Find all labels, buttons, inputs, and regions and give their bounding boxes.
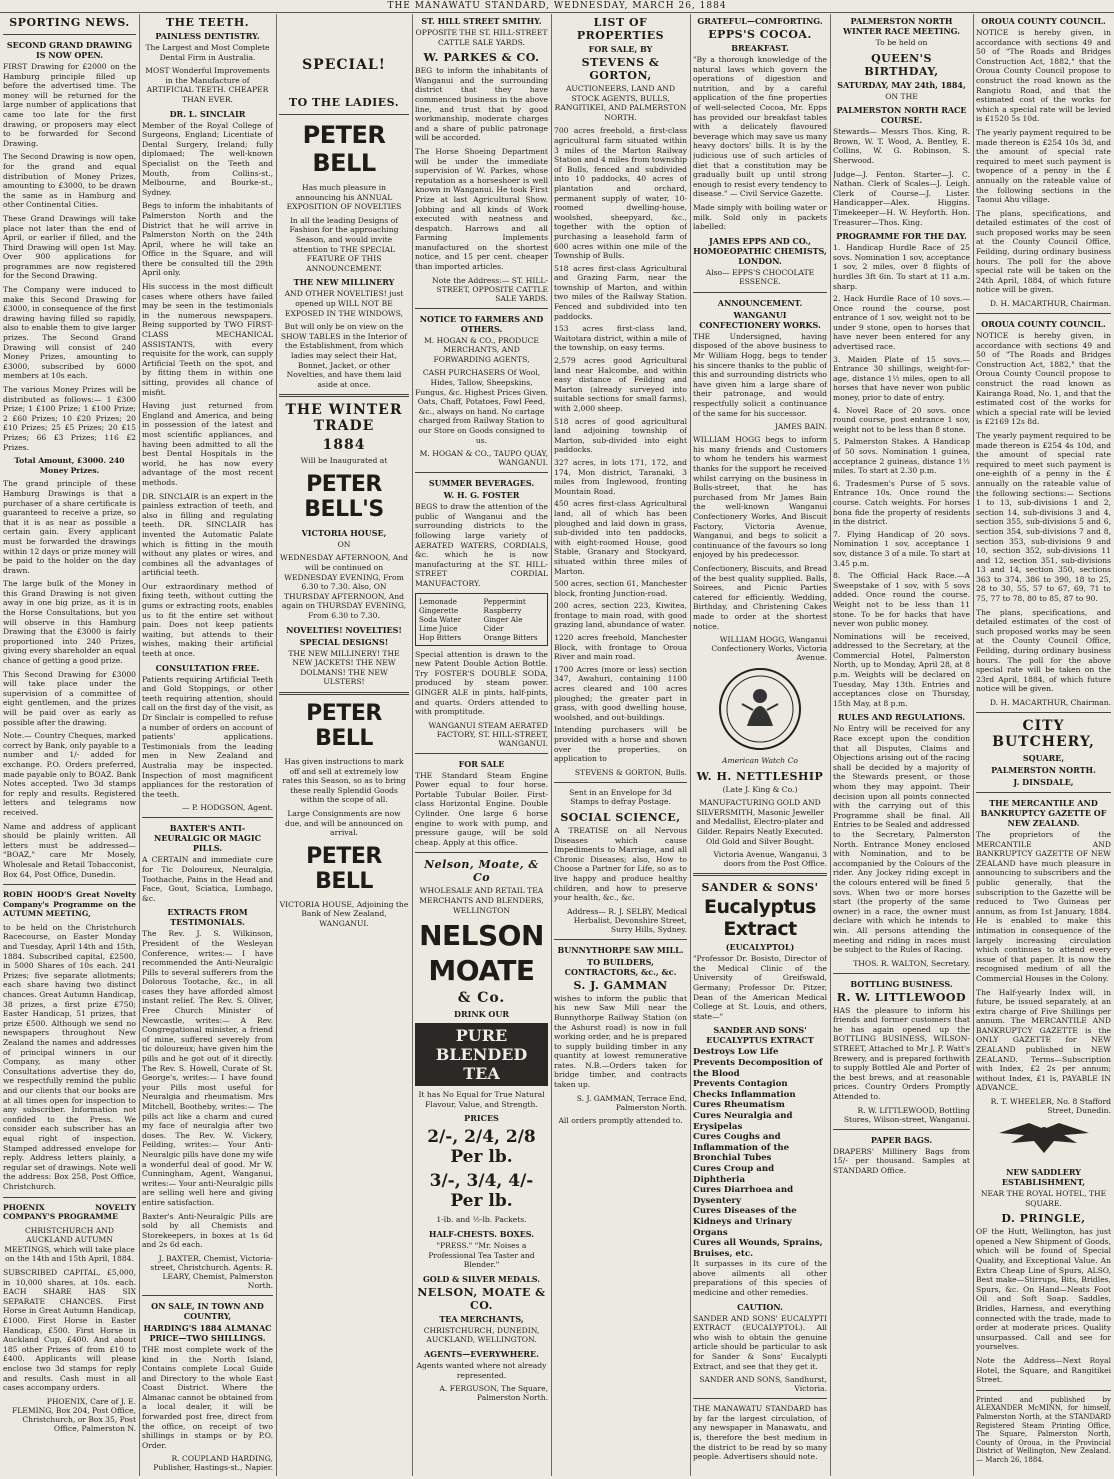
list-item: Cures Neuralgia and Erysipelas xyxy=(693,1110,793,1132)
ad-title: SECOND GRAND DRAWING IS NOW OPEN. xyxy=(6,40,133,60)
column-smithy-tea xyxy=(415,14,548,1476)
column-council xyxy=(976,14,1111,1476)
ad-text: This Second Drawing for £3000 will take place under the supervision of a committee of eight gentlemen, and the prizes will be paid over as early as possible after the drawing. xyxy=(3,669,136,727)
ad-subtitle: SANDER AND SONS' EUCALYPTUS EXTRACT xyxy=(706,1025,814,1046)
tea-prices: 2/-, 2/4, 2/8 Per lb. xyxy=(427,1127,536,1168)
ad-name: W. H. G. FOSTER xyxy=(443,490,520,501)
list-item: Cures Coughs and Inflammation of the Bronchial Tubes xyxy=(693,1132,790,1164)
ad-name: PETER BELL'S xyxy=(304,471,384,522)
ad-text: Large Consignments are now due, and will be announced on arrival. xyxy=(285,808,403,838)
ad-signature: JAMES BAIN. xyxy=(774,422,827,432)
list-item: Cures all Wounds, Sprains, Bruises, etc. xyxy=(693,1238,823,1259)
ad-text: The large bulk of the Money in this Grand Drawing is not given away in one big prize, as it is in the Horse Consultations, but you will observe in this Hamburg Drawing that the £3000 is fairly proportioned into 240 Prizes, giving every shareholder an equal chance of getting a good prize. xyxy=(3,579,136,666)
ad-subtitle: GOLD & SILVER MEDALS. xyxy=(422,1273,541,1284)
list-item: Checks Inflammation xyxy=(693,1089,796,1100)
ad-name: PETER BELL xyxy=(306,701,382,751)
ad-text: NOTICE is hereby given, in accordance with sections 49 and 50 of "The Roads and Bridges Construction Act, 1882," that the Oroua County Council propose to construct the road known as the Rangiotu Road, and that the estimated cost of the works for which a special rate will be levied is £1520 5s 10d. xyxy=(976,28,1111,124)
ad-text: The yearly payment required to be made thereon is £254 4s 10d, and the amount of special rate required to meet such payment is one-eighth of a penny in the £ annually on the rateable value of the following sections:— Sections 1 to 13, sub-divisions 1 and 2, section 14, sub-divisions 3 and 4, section 355, sub-divisions 5 and 6, section 354, sub-divisions 7 and 8, section 353, sub-divisions 9 and 10, section 352, sub-divisions 11 and 12, section 351, sub-divisions 13 and 14, section 350, sections 363 to 374, 386 to 390, 18 to 25, 28 to 30, 55, 57 to 67, 69, 71 to 75, 77 to 78, 80 to 85, 87 to 90. xyxy=(976,430,1111,604)
ad-title: BOTTLING BUSINESS. xyxy=(850,978,953,989)
ad-text: THE MANAWATU STANDARD has by far the largest circulation, of any newspaper in Manawatu, and is, therefore the best medium in the district to be read by so many people. Advertisers should note. xyxy=(693,1404,827,1462)
ad-text: Special attention is drawn to the new Patent Double Action Bottle. Try FOSTER'S DOUBLE SODA, produced by steam power. GINGER ALE in pints, half-pints, and quarts. Orders attended to with promptitude. xyxy=(415,649,548,717)
column-sporting-news xyxy=(3,14,136,1476)
benefits-list xyxy=(693,1047,827,1259)
ad-text: The Largest and Most Complete Dental Firm in Australia. xyxy=(145,43,270,62)
ad-text: THE Undersigned, having disposed of the above business to Mr William Hogg, begs to tender his sincere thanks to the public of this and surrounding districts who have given him a large share of their patronage, and would respectfully solicit a continuance of the same for his successor. xyxy=(693,331,827,418)
ad-text: His success in the most difficult cases where others have failed may be seen in the testimonials in the numerous newspapers. Being supported by TWO FIRST-CLASS MECHANICAL ASSISTANTS, with every requisite for the work, can supply Artificial Teeth on the spot, and by fitting them in within one sitting, provides all chance of misfit. xyxy=(142,282,273,397)
ad-subtitle: (Late J. King & Co.) xyxy=(722,784,798,794)
ad-text: Confectionery, Biscuits, and Bread of the best quality supplied. Balls, Soirees, and Picnic Parties catered for efficiently. Wedding, Birthday, and Christening Cakes made to order at the shortest notice. xyxy=(693,563,827,631)
list-item: Lime Juice xyxy=(419,623,458,633)
ad-text: It has No Equal for True Natural Flavour, Value, and Strength. xyxy=(418,1090,545,1109)
ad-signature: R. T. WHEELER, No. 8 Stafford Street, Dunedin. xyxy=(990,1097,1111,1116)
ad-title: OROUA COUNTY COUNCIL. xyxy=(981,16,1106,26)
ad-text: SUBSCRIBED CAPITAL, £5,000, in 10,000 shares, at 10s. each. EACH SHARE HAS SIX SEPARATE CHANCES. First Horse in Great Autumn Handicap, £1000. First Horse in Easter Handicap, £500. First Horse in Auckland Cup, £400. And about 185 other Prizes of from £10 to £400. Applicants will please enclose two 3d stamps for reply and results. Cash must in all cases accompany orders. xyxy=(3,1268,136,1393)
ad-text: SANDER AND SONS' EUCALYPTI EXTRACT (EUCALYPTOL). All who wish to obtain the genuine article should be particular to ask for Sander & Sons' Eucalypti Extract, and see that they get it. xyxy=(693,1313,827,1371)
tea-logo: Nelson, Moate, & Co xyxy=(424,858,539,885)
ad-signature: WILLIAM HOGG, Wanganui Confectionery Works, Victoria Avenue. xyxy=(711,635,827,663)
ad-text: "Professor Dr. Bosisto, Director of the Medical Clinic of the University of Greifswald, Germany; Professor Dr. Pitzer, Dean of the American Medical College at St. Louis, and others, state—" xyxy=(693,954,827,1021)
column-dentistry xyxy=(142,14,273,1476)
ad-title: SUMMER BEVERAGES. xyxy=(428,478,535,489)
race-item: 1. Handicap Hurdle Race of 25 sovs. Nomination 1 sov, acceptance 1 sov, 2 miles, over 8 flights of hurdles 3ft 6in. To start at 11 a.m. sharp. xyxy=(833,243,970,291)
ad-title: SPECIAL! xyxy=(302,57,386,73)
ad-text: HAS the pleasure to inform his friends and former customers that he has again opened up the BOTTLING BUSINESS, WILSON-STREET, Attached to Mr J. P. Watt's Brewery, and is prepared forthwith to supply Bottled Ale and Porter of the best brews, and at reasonable prices. Country Orders Promptly Attended to. xyxy=(833,1005,970,1102)
ad-signature: JAMES EPPS AND CO., HOMOEOPATHIC CHEMISTS, LONDON. xyxy=(693,235,827,266)
race-item: 5. Palmerston Stakes. A Handicap of 50 sovs. Nomination 1 guinea, acceptance 2 guineas, distance 1½ miles. To start at 2.30 p.m. xyxy=(833,437,970,476)
ad-name: NELSON, MOATE & CO. xyxy=(417,1285,546,1312)
column-rule xyxy=(973,14,974,1476)
section-heading: SPORTING NEWS. xyxy=(9,16,130,29)
list-item: Prevents Decomposition of the Blood xyxy=(693,1058,823,1079)
imprint: Printed and published by ALEXANDER McMINN, for himself, Palmerston North, at the STANDARD Registered Steam Printing Office, The Square, Palmerston North, County of Oroua, in the Provincial District of Wellington, New Zealand.— March 26, 1884. xyxy=(976,1395,1111,1464)
ad-signature: J. BAXTER, Chemist, Victoria-street, Christchurch. Agents: R. LEARY, Chemist, Palmerston North. xyxy=(150,1253,273,1290)
ad-text: Judge—J. Fenton. Starter—J. C. Nathan. Clerk of Scales—J. Leigh. Clerk of Course—J. Lister. Handicapper—Alex. Higgins. Timekeeper—H. W. Heyforth. Hon. Treasurer—Thos. King. xyxy=(833,169,970,227)
ad-text: DRAPERS' Millinery Bags from 15/- per thousand. Samples at STANDARD Office. xyxy=(833,1146,970,1175)
ad-subtitle: TEA MERCHANTS, xyxy=(439,1313,524,1324)
ad-title: LIST OF PROPERTIES xyxy=(576,16,665,42)
ad-subtitle: FOR SALE, BY xyxy=(588,44,653,54)
ad-text: Has much pleasure in announcing his ANNUAL EXPOSITION OF NOVELTIES xyxy=(286,183,402,212)
ad-subtitle: PALMERSTON NORTH RACE COURSE. xyxy=(836,105,967,126)
ad-text: Begs to inform the inhabitants of Palmerston North and the District that he will arrive in Palmerston North on the 24th April, where he will take an Office in the Square, and will there be consulted till the 29th April only. xyxy=(142,201,273,278)
ad-title: ON SALE, IN TOWN AND COUNTRY, xyxy=(151,1300,264,1321)
column-rule xyxy=(139,14,140,1476)
ad-text: BEGS to draw the attention of the public of Wanganui and the surrounding districts to the following large variety of AERATED WATERS, CORDIALS, &c. which he is now manufacturing at the ST. HILL-STREET CORDIAL MANUFACTORY. xyxy=(415,502,548,588)
ad-text: These Grand Drawings will take place not later than the end of April, or earlier if filled, and the Third Drawing will open 1st May. Over 900 applications for programmes are now registered for the Second Drawing. xyxy=(3,213,136,281)
property-entry: 518 acres first-class Agricultural and Grazing Farm, near the township of Marton, and within two miles of the Railway Station. Fenced and subdivided into ten paddocks. xyxy=(554,263,687,321)
ad-text: The yearly payment required to be made thereon is £254 10s 3d, and the amount of special rate required to meet such payment is twopence of a penny in the £ annually on the rateable value of the following sections in the Taonui Ahu village. xyxy=(976,127,1111,205)
ad-name: Eucalyptus Extract xyxy=(703,896,816,941)
ad-total: Total Amount, £3000. 240 Money Prizes. xyxy=(14,456,125,475)
cordials-list xyxy=(415,593,548,646)
masthead: THE MANAWATU STANDARD, WEDNESDAY, MARCH 26, 1884 xyxy=(0,0,1114,13)
ad-text: wishes to inform the public that his new Saw Mill near the Bunnythorpe Railway Station (on the Ashurst road) is now in full working order, and he is prepared to supply building timber in any quantity at lowest remunerative rates. N.B.—Orders taken for bridge timber, and contracts taken up. xyxy=(554,993,687,1090)
ad-subtitle: (EUCALYPTOL) xyxy=(725,942,795,953)
ad-name: PETER BELL xyxy=(302,121,386,177)
ad-text: DR. SINCLAIR is an expert in the painless extraction of teeth, and also in filling and regulating teeth. DR. SINCLAIR has invented the Automatic Palate which is fitting in the mouth without any plates or wires, and combines all the advantages of artificial teeth. xyxy=(142,491,273,578)
ad-text: Also— EPPS'S CHOCOLATE ESSENCE. xyxy=(705,267,815,287)
ad-signature: PHOENIX, Care of J. E. FLEMING, Box 204, Post Office, Christchurch, or Box 35, Post Office, Palmerston N. xyxy=(11,1396,136,1433)
column-rule xyxy=(830,14,831,1476)
ad-text: VICTORIA HOUSE, Adjoining the Bank of New Zealand, WANGANUI. xyxy=(279,899,409,928)
ad-text: The various Money Prizes will be distributed as follows:— 1 £300 Prize; 1 £100 Prize; 1 £100 Prize; 2 £60 Prizes; 10 £20 Prizes; 20 £10 Prizes; 25 £5 Prizes; 20 £15 Prizes; 66 £3 Prizes; 116 £2 Prizes. xyxy=(3,385,136,452)
list-item: Gingerette xyxy=(419,605,459,615)
ad-text: The plans, specifications, and detailed estimates of the cost of such proposed works may be seen at the County Council Office, Feilding, during ordinary business hours. The poll for the above special rate will be taken on the 24th April, 1884, of which future notice will be given. xyxy=(976,208,1111,295)
tea-banner: PURE BLENDED TEA xyxy=(415,1023,548,1086)
ad-text: Note.— Country Cheques, marked correct by Bank, only payable to a number and 1/- added for exchange. P.O. Orders preferred, made payable only to BOAZ. Bank Notes accepted. Two 3d stamps for reply and results. Registered letters and telegrams now received. xyxy=(3,731,136,817)
ad-text: NOTICE is hereby given, in accordance with sections 49 and 50 of "The Roads and Bridges Construction Act, 1882," that the Oroua County Council propose to construct the road known as Kairanga Road, No. 1, and that the estimated cost of the works for which a special rate will be levied is £2169 12s 8d. xyxy=(976,331,1111,427)
ad-text: AND OTHER NOVELTIES! just opened up WILL NOT BE EXPOSED IN THE WINDOWS, xyxy=(284,289,404,318)
ad-text: Agents wanted where not already represented. xyxy=(416,1360,547,1380)
property-entry: 700 acres freehold, a first-class agricultural farm situated within 3 miles of the Marton Railway Station and 4 miles from township of Bulls, fenced and subdivided into 10 paddocks, 40 acres of plantation and orchard, permanent supply of water, 10-roomed dwelling-house, woolshed, sheepyard, &c., together with the option of purchasing a leasehold farm of 600 acres within one mile of the Township of Bulls. xyxy=(554,126,687,261)
ad-title: EPPS'S COCOA. xyxy=(708,28,812,41)
ad-title: SOCIAL SCIENCE, xyxy=(560,810,681,824)
ad-title: NEW SADDLERY ESTABLISHMENT, xyxy=(1001,1167,1086,1188)
ad-title: PALMERSTON NORTH WINTER RACE MEETING. xyxy=(842,16,961,36)
ad-title: ROBIN HOOD'S Great Novelty Company's Programme on the AUTUMN MEETING, xyxy=(3,890,136,919)
column-peter-bell xyxy=(279,14,409,1476)
ad-text: The Half-yearly Index will, in future, be issued separately, at an extra charge of Five Shillings per annum. The MERCANTILE AND BANKRUPTCY GAZETTE is the ONLY GAZETTE for NEW ZEALAND published in NEW ZEALAND. Terms—Subscription with Index, £2 2s per annum; without Index, £1 ls, PAYABLE IN ADVANCE. xyxy=(976,987,1111,1093)
ad-text: CASH PURCHASERS Of Wool, Hides, Tallow, Sheepskins, Fungus, &c. Highest Prices Given. Oats, Chaff, Potatoes, Fowl Feed, &c., always on hand. No cartage charged from Railway Station to our Store on Goods consigned to us. xyxy=(415,368,548,445)
ad-text: WILLIAM HOGG begs to inform his many friends and Customers to whom he tenders his warmest thanks for the support he received whilst carrying on the business in Bulls-street, that he has purchased from Mr James Bain the well-known Wanganui Confectionery Works, And Biscuit Factory, Victoria Avenue, Wanganui, and begs to solicit a continuance of the favours so long enjoyed by his predecessor. xyxy=(693,435,827,560)
ad-name: R. W. LITTLEWOOD xyxy=(836,990,967,1004)
ad-subtitle: TO THE LADIES. xyxy=(288,96,400,109)
ad-subtitle: GRATEFUL—COMFORTING. xyxy=(697,16,823,26)
ad-title: NOTICE TO FARMERS AND OTHERS. xyxy=(419,313,544,334)
ad-text: "PRESS." "Mr. Noises a Professional Tea Taster and Blender." xyxy=(428,1241,535,1270)
ad-text: WEDNESDAY AFTERNOON, And will be continued on WEDNESDAY EVENING, From 6.30 to 7.30. Also, ON THURSDAY AFTERNOON, And again on THURSDAY EVENING, From 6.30 to 7.30. xyxy=(280,553,408,621)
ad-subtitle: CAUTION. xyxy=(737,1301,783,1312)
ad-text: The Company were induced to make this Second Drawing for £3000, in consequence of the first drawing having filled so rapidly, also to enable them to give larger prizes. The Second Grand Drawing will consist of 240 Money Prizes, amounting to £3000, subscribed by 6000 members at 10s each. xyxy=(3,285,136,381)
ad-text: The proprietors of the MERCANTILE AND BANKRUPTCY GAZETTE OF NEW ZEALAND have much pleasure in announcing to subscribers and the public generally, that the subscription to the Gazette will be reduced to Two Guineas per annum, as from 1st January, 1884. He is enabled to make this intimation in consequence of the largely increasing circulation which continues to attend every issue of that paper. It is now the recognised medium of all the Commercial Houses in the Colony. xyxy=(976,830,1111,983)
property-entry: 450 acres first-class Agricultural land, all of which has been ploughed and laid down in grass, sub-divided into ten paddocks, with eight-roomed House, good Stable, Granary and Stockyard, situated within three miles of Marton. xyxy=(554,499,687,576)
ad-subtitle: SPECIAL DESIGNS! xyxy=(299,636,389,647)
ad-signature: Victoria Avenue, Wanganui, 3 doors from the Post Office. xyxy=(713,850,827,869)
ad-subtitle: CHRISTCHURCH AND AUCKLAND AUTUMN MEETINGS, which will take place on the 14th and 15th April, 1884. xyxy=(4,1225,135,1264)
list-item: Cures Rheumatism xyxy=(693,1100,785,1111)
doctor-name: DR. L. SINCLAIR xyxy=(169,108,246,119)
property-entry: 500 acres, section 61, Manchester block, fronting Junction-road. xyxy=(554,579,687,598)
ad-text: Our extraordinary method of fixing teeth, without cutting the gums or extracting roots, enables us to fit the entire set without pain. Does not keep patients waiting, but attends to their wishes, making their artificial teeth at once. xyxy=(142,581,273,659)
list-item: Peppermint xyxy=(483,596,526,606)
ad-subtitle: AGENTS—EVERYWHERE. xyxy=(424,1348,539,1359)
tea-prices: 3/-, 3/4, 4/- Per lb. xyxy=(429,1171,534,1212)
column-rule xyxy=(412,14,413,1476)
ad-subtitle: NOVELTIES! NOVELTIES! xyxy=(286,624,402,635)
ad-subtitle: PAINLESS DENTISTRY. xyxy=(155,31,260,41)
ad-year: 1884 xyxy=(322,437,366,454)
race-item: 8. The Official Hack Race.—A Sweepstake of 1 sov, with 5 sovs added. Once round the course. Weight not to be less than 11 stone. To be for hacks that have never won public money. xyxy=(833,571,970,629)
ad-text: Has given instructions to mark off and sell at extremely low rates this Season, so as to bring these really Splendid Goods within the scope of all. xyxy=(282,757,406,805)
ad-text: The Horse Shoeing Department will be under the immediate supervision of W. Parkes, whose reputation as a horseshoer is well known in Wanganui. He took First Prize at last Agricultural Show. Jobbing and all kinds of Work executed with neatness and despatch. Harrows and all Farming Implements manufactured on the shortest notice, and 15 per cent. cheaper than imported articles. xyxy=(415,146,548,272)
property-entry: 1700 Acres (more or less) section 347, Awahuri, containing 1100 acres cleared and 100 acres ploughed; the greater part in grass, with good dwelling house, woolshed, and out-buildings. xyxy=(554,664,687,722)
race-date: SATURDAY, MAY 24th, 1884, xyxy=(837,79,966,90)
ad-text: 1-lb. and ½-lb. Packets. xyxy=(436,1215,527,1225)
ad-title: PHOENIX NOVELTY COMPANY'S PROGRAMME xyxy=(3,1202,136,1222)
column-properties xyxy=(554,14,687,1476)
ad-text: A CERTAIN and immediate cure for Tic Doloureux, Neuralgia, Toothache, Pains in the Head and Face, Gout, Sciatica, Lumbago, &c. xyxy=(142,855,273,903)
ad-signature: Address— R. J. SELBY, Medical Herbalist, Devonshire Street, Surry Hills, Sydney. xyxy=(567,906,687,934)
ad-subtitle: OPPOSITE THE ST. HILL-STREET CATTLE SALE YARDS. xyxy=(415,28,548,47)
ad-signature: STEVENS & GORTON, Bulls. xyxy=(574,767,687,777)
column-races xyxy=(833,14,970,1476)
ad-text: The grand principle of these Hamburg Drawings is that a purchaser of a share certificate is guaranteed to receive a prize, so that it is as near as possible a certain gain. Every applicant must be forwarded the drawings within 12 days or prize money will be paid to the holder on the day drawn. xyxy=(3,479,136,575)
ad-text: Nominations will be received, addressed to the Secretary, at the Commercial Hotel, Palmerston North, up to Monday, April 28, at 8 p.m. Weights will be declared on Tuesday, May 13th. Entries and acceptances close on Thursday, 15th May, at 8 p.m. xyxy=(833,631,970,708)
ad-title: FOR SALE xyxy=(458,758,505,769)
ad-subtitle: EXTRACTS FROM TESTIMONIALS. xyxy=(167,907,248,928)
ad-text: All orders promptly attended to. xyxy=(558,1115,683,1125)
ad-title: ST. HILL STREET SMITHY. xyxy=(421,16,542,26)
ad-text: Stewards— Messrs Thos. King, R. Brown, W. T. Wood, A. Bentley, E. Collins, W. G. Robinson, S. Sherwood. xyxy=(833,127,970,165)
property-entry: 200 acres, section 223, Kiwitea, frontage to main road, with good grazing land, abundance of water. xyxy=(554,601,687,630)
race-item: 7. Flying Handicap of 20 sovs. Nomination 1 sov, acceptance 1 sov, distance 3 of a mile. To start at 3.45 p.m. xyxy=(833,529,970,568)
property-entry: 518 acres of good agricultural land adjoining township of Marton, sub-divided into eight paddocks. xyxy=(554,416,687,455)
ad-signature: — P. HODGSON, Agent. xyxy=(181,803,273,813)
ad-name: NELSON xyxy=(419,919,544,953)
ad-text: THE most complete work of the kind in the North Island, Contains complete Local Guide and Directory to the whole East Coast District. Where the Almanac cannot be obtained from a local dealer, it will be forwarded post free, direct from the office, on receipt of two shillings in stamps or by P.O. Order. xyxy=(142,1344,273,1450)
list-item: Cures Croup and Diphtheria xyxy=(693,1163,775,1185)
race-item: 4. Novel Race of 20 sovs. once round course, post entrance 1 sov, weight not to be less than 8 stone. xyxy=(833,405,970,434)
ad-name: W. PARKES & CO. xyxy=(423,51,540,65)
ad-title: CITY BUTCHERY, xyxy=(992,718,1095,750)
ad-signature: WANGANUI STEAM AERATED FACTORY, ST. HILL-STREET, WANGANUI. xyxy=(428,720,548,748)
ad-text: FIRST Drawing for £2000 on the Hamburg principle filled up before the advertised time. The money will be returned for the large number of applications that came too late for the first drawing, or proposers may elect to be forwarded for Second Drawing. xyxy=(3,62,136,148)
ad-subtitle: PALMERSTON NORTH. xyxy=(991,765,1096,775)
ad-name: STEVENS & GORTON, xyxy=(581,56,660,82)
ad-subtitle: VICTORIA HOUSE, xyxy=(301,527,387,538)
ad-text: THE NEW MILLINERY! THE NEW JACKETS! THE NEW DOLMANS! THE NEW ULSTERS! xyxy=(288,648,400,687)
ad-signature: R. W. LITTLEWOOD, Bottling Stores, Wilson-street, Wanganui. xyxy=(843,1105,970,1124)
column-rule xyxy=(276,14,277,1476)
ad-subtitle: To be held on xyxy=(875,38,928,47)
ad-text: OF the Hutt, Wellington, has just opened a New Shipment of Goods, which will be found of Special Quality, and Exceptional Value. An Extra Cheap Line of Spurs, ALSO, Best make—Stirrups, Bits, Bridles, Spurs, &c. On Hand—Neats Foot Oil and Soft Soap. Saddles, Bridles, Harness, and everything connected with the trade, made to order at moderate prices. Quality unsurpassed. Call and see for yourselves. xyxy=(976,1227,1111,1352)
ad-signature: D. H. MACARTHUR, Chairman. xyxy=(989,698,1111,707)
ad-signature: Note the Address:— ST. HILL-STREET, OPPOSITE CATTLE SALE YARDS. xyxy=(432,275,548,303)
ad-subtitle: THE NEW MILLINERY xyxy=(293,277,395,288)
ad-title: BAXTER'S ANTI-NEURALGIC OR MAGIC PILLS. xyxy=(154,823,261,854)
list-item: Destroys Low Life xyxy=(693,1047,779,1058)
property-entry: 153 acres first-class land, Waitotara district, within a mile of the township, on easy terms. xyxy=(554,324,687,353)
seal-text: American Watch Co xyxy=(722,756,798,766)
ad-text: A TREATISE on all Nervous Diseases which cause Impediments to Marriage, and all Chronic Diseases; also, How to Choose a Partner for Life, so as to live happy and produce healthy children, and how to preserve your health, &c., &c. xyxy=(554,825,687,903)
column-cocoa-eucalyptus xyxy=(693,14,827,1476)
ad-name: J. DINSDALE, xyxy=(1013,777,1074,787)
race-item: 2. Hack Hurdle Race of 10 sovs.—Once round the course, post entrance of 1 sov, weight not to be under 9 stone, open to horses that have never been entered for any advertised race. xyxy=(833,294,970,352)
ad-subtitle: HALF-CHESTS. BOXES. xyxy=(428,1229,535,1239)
ad-signature: M. HOGAN & CO., TAUPO QUAY, WANGANUI. xyxy=(419,449,548,468)
ad-subtitle: SQUARE, xyxy=(1022,753,1065,763)
property-entry: 2,579 acres good Agricultural land near Halcombe, and within easy distance of Feilding and Marton (already surveyed into suitable sections for small farms), with 2,000 sheep. xyxy=(554,356,687,413)
ad-text: The plans, specifications, and detailed estimates of the cost of such proposed works may be seen at the County Council Office, Feilding, during ordinary business hours. The poll for the above special rate will be taken on the 23rd April, 1884, of which future notice will be given. xyxy=(976,607,1111,694)
ad-text: But will only be on view on the SHOW TABLES in the Interior of the Establishment, from which ladies may select their Hat, Bonnet, Jacket, or other Novelties, and have them laid aside at once. xyxy=(280,322,408,389)
ad-name: S. J. GAMMAN xyxy=(573,978,668,992)
list-item: Ginger Ale xyxy=(483,614,523,624)
ad-subtitle: WANGANUI CONFECTIONERY WORKS. xyxy=(699,309,821,330)
ad-signature: D. H. MACARTHUR, Chairman. xyxy=(989,299,1111,309)
list-item: Lemonade xyxy=(419,596,457,606)
list-item: Orange Bitters xyxy=(483,632,538,642)
ad-subtitle: DRINK OUR xyxy=(454,1009,509,1020)
list-item: Cures Diseases of the Kidneys and Urinary Organs xyxy=(693,1206,797,1238)
ad-text: Sent in an Envelope for 3d Stamps to defray Postage. xyxy=(569,787,672,807)
list-item: Raspberry xyxy=(483,605,522,615)
ad-subtitle: BREAKFAST. xyxy=(731,43,789,53)
ad-text: In all the leading Designs of Fashion for the approaching Season, and would invite attention to THE SPECIAL FEATURE OF THIS ANNOUNCEMENT. xyxy=(289,215,399,273)
ad-signature: THOS. R. WALTON, Secretary. xyxy=(853,958,970,968)
ad-name: & Co. xyxy=(457,990,506,1007)
ad-subtitle: M. HOGAN & CO., PRODUCE MERCHANTS, AND FORWARDING AGENTS, xyxy=(424,335,539,364)
ad-title: SANDER & SONS' xyxy=(701,881,819,895)
ad-signature: SANDER AND SONS, Sandhurst, Victoria. xyxy=(699,1375,827,1394)
ad-text: The Rev. J. S. Wilkinson, President of the Wesleyan Conference, writes:— I have recommended the Anti-Neuralgic Pills to several sufferers from the Dolorous Tootache, &c., in all cases they have afforded almost instant relief. The Rev. S. Oliver, Free Church Minister of Newcastle, writes:— A Rev. Congregational minister, a friend of mine, suffered severely from tic doloureux; have given him the pills and he got out of it directly. The Rev. S. Howell, Curate of St. George's, writes:— I have found your Pills most useful for Neuralgia and rheumatism. Mrs Mitchell, Bootheby, writes:— The pills act like a charm and cured my face of neuralgia after two doses. The Rev. W. Vickery, Feilding, writes:— Your Anti-Neuralgic pills have done my wife a wonderful deal of good. Mr W. Cunningham, Agent, Wanganui, writes:— Your anti-Neuralgic pills are selling well here and giving entire satisfaction. xyxy=(142,929,273,1207)
race-item: 3. Maiden Plate of 15 sovs.—Entrance 30 shillings, weight-for-age, distance 1½ miles, open to all horses that have never won public money, prior to date of entry. xyxy=(833,354,970,403)
ad-subtitle: TO BUILDERS, CONTRACTORS, &c., &c. xyxy=(564,956,677,977)
ad-signature: R. COUPLAND HARDING, Publisher, Hastings-st., Napier. xyxy=(153,1454,273,1473)
ad-text: ON xyxy=(337,539,351,549)
ad-signature: S. J. GAMMAN, Terrace End, Palmerston North. xyxy=(576,1093,687,1112)
list-item: Hop Bitters xyxy=(419,632,462,642)
ad-name: D. PRINGLE, xyxy=(1001,1212,1086,1226)
list-item: Cures Diarrhoea and Dysentery xyxy=(693,1185,794,1206)
ad-subtitle: CONSULTATION FREE. xyxy=(155,662,260,673)
ad-subtitle: PRICES xyxy=(464,1113,499,1124)
list-item: Soda Water xyxy=(419,614,462,624)
saddle-eagle-icon xyxy=(989,1119,1099,1163)
ad-name: W. H. NETTLESHIP xyxy=(696,769,824,783)
ad-text: MANUFACTURING GOLD AND SILVERSMITH, Masonic Jeweller and Medallist, Electro-plater and Gilder. Repairs Neatly Executed. Old Gold and Silver Bought. xyxy=(696,798,824,846)
ad-text: THE Standard Steam Engine Power equal to four horse. Portable Tubular Boiler. First-class Horizontal Engine. Double Cylinder. One large 6 horse engine to work with pump, and pressure gauge, will be sold cheap. Apply at this office. xyxy=(415,770,548,847)
ad-text: Name and address of applicant should be plainly written. All letters must be addressed— "BOAZ," care Mr Mosely, Wholesale and Retail Tobacconist, Box 64, Post Office, Dunedin. xyxy=(3,821,136,879)
ad-text: It surpasses in its cure of the above ailments all other preparations of this species of medicine and other remedies. xyxy=(693,1259,827,1298)
ad-text: "By a thorough knowledge of the natural laws which govern the operations of digestion and nutrition, and by a careful application of the fine properties of well-selected Cocoa, Mr. Epps has provided our breakfast tables with a delicately flavoured beverage which may save us many heavy doctors' bills. It is by the judicious use of such articles of diet that a constitution may be gradually built up until strong enough to resist every tendency to disease." — Civil Service Gazette. xyxy=(693,55,827,199)
ad-text: Intending purchasers will be provided with a horse and shown over the properties, on application to xyxy=(554,725,687,764)
ad-title: OROUA COUNTY COUNCIL. xyxy=(981,319,1106,330)
ad-title: THE MERCANTILE AND BANKRUPTCY GAZETTE OF NEW ZEALAND. xyxy=(980,798,1107,828)
ad-text: Will be Inaugurated at xyxy=(300,456,388,466)
ad-text: The Second Drawing is now open, for the grand and equal distribution of Money Prizes, amounting to £3000, to be drawn the same as in Hamburg and other Continental Cities. xyxy=(3,152,136,210)
ad-text: Made simply with boiling water or milk. Sold only in packets labelled: xyxy=(693,202,827,232)
ad-subtitle: WHOLESALE AND RETAIL TEA MERCHANTS AND BLENDERS, WELLINGTON xyxy=(419,886,544,915)
ad-text: BEG to inform the inhabitants of Wanganui and the surrounding district that they have commenced business in the above line, and trust that by good workmanship, moderate charges and a share of public patronage will be accorded. xyxy=(415,66,548,143)
ad-text: No Entry will be received for any Race except upon the condition that all Disputes, Claims and Objections arising out of the racing shall be decided by a majority of the Stewards present, or those whom they may appoint. Their decision upon all points connected with the carrying out of this Programme shall be final. All Entries to be Sealed and addressed to the Secretary, Palmerston North. Entrance Money enclosed with Nomination, and to be accompanied by the Colours of the rider. Any Jockey riding except in the colours entered will be fined 5 sovs. When two or more horses start (the property of the same owner) in a race, the owner must declare with which he intends to win. All persons attending the meeting and riding in races must be subject to the Rules of Racing. xyxy=(833,724,970,955)
ad-text: Note the Address—Next Royal Hotel, the Square, and Rangitikei Street. xyxy=(976,1355,1111,1385)
ad-title: PAPER BAGS. xyxy=(870,1134,933,1145)
property-entry: 1220 acres freehold, Manchester Block, with frontage to Oroua River and main road. xyxy=(554,633,687,662)
property-entry: 327 acres, in lots 171, 172, and 174, Mon district, Taranaki, 3 miles from Inglewood, fronting Mountain Road. xyxy=(554,457,687,496)
race-item: 6. Tradesmen's Purse of 5 sovs. Entrance 10s. Once round the course. Catch weights. For horses bona fide the property of residents in the district. xyxy=(833,478,970,527)
ad-subtitle: AUCTIONEERS, LAND AND STOCK AGENTS, BULLS, RANGITIKEI, AND PALMERSTON NORTH. xyxy=(554,84,687,122)
ad-subtitle: QUEEN'S BIRTHDAY, xyxy=(864,51,939,78)
ad-signature: A. FERGUSON, The Square, Palmerston North. xyxy=(439,1384,548,1403)
ad-title: ANNOUNCEMENT. xyxy=(717,297,803,308)
ad-text: to be held on the Christchurch Racecourse, on Easter Monday and Tuesday, April 14th and 15th, 1884. Subscribed capital, £2500, in 5000 Shares of 10s each. 241 Prizes; five separate allotments; each share having two distinct chances. Great Autumn Handicap, 38 prizes, a first prize £750; Easter Handicap, 51 prizes, that prize £500. Although we send no newspapers throughout New Zealand the names and addresses of principal winners in our Company, as many other Consultations advertise they do, we respectfully remind the public and our clients that our books are at all times open for inspection to any subscriber. Information not confided to the Press. We consider each subscriber has an equal right of inspection. Stamped addressed envelope for reply. Address letters plainly, a regular set of drawings. Note well the address: Box 258, Post Office, Christchurch. xyxy=(3,922,136,1191)
ad-text: Baxter's Anti-Neuralgic Pills are sold by all Chemists and Storekeepers, in boxes at 1s 6d and 2s 6d each. xyxy=(142,1211,273,1250)
ad-title: THE TEETH. xyxy=(165,16,250,29)
list-item: Prevents Contagion xyxy=(693,1079,788,1090)
ad-text: Patients requiring Artificial Teeth and Gold Stoppings, or other teeth requiring attention, should call on the first day of the visit, as Dr Sinclair is compelled to refuse a number of orders on account of patients' applications. Testimonials from the leading men in New Zealand and Australia may be inspected. Inspection of most magnificent appliances for the restoration of the teeth. xyxy=(142,674,273,799)
ad-subtitle: RULES AND REGULATIONS. xyxy=(837,712,966,723)
ad-title: BUNNYTHORPE SAW MILL. xyxy=(557,944,684,955)
ad-text: CHRISTCHURCH, DUNEDIN, AUCKLAND, WELLINGTON. xyxy=(423,1325,540,1345)
ad-title: THE WINTER TRADE xyxy=(285,402,403,435)
ad-text: Having just returned from England and America, and being in possession of the latest and most scientific appliances, and having been admitted to all the best Dental Hospitals in the world, he has now every advantage of the most recent methods. xyxy=(142,401,273,487)
ad-subtitle: HARDING'S 1884 ALMANAC PRICE—TWO SHILLINGS. xyxy=(143,1322,272,1343)
ad-text: Member of the Royal College of Surgeons, England; Licentiate of Dental Surgery, Ireland; fully diplomaed; The well-known Specialist on the Teeth and Mouth, from Collins-st., Melbourne, and Bourke-st., Sydney. xyxy=(142,120,273,197)
ad-text: MOST Wonderful Improvements in the Manufacture of ARTIFICIAL TEETH. CHEAPER THAN EVER. xyxy=(145,66,270,104)
ad-name: PETER BELL xyxy=(306,843,382,894)
column-rule xyxy=(551,14,552,1476)
list-item: Cider xyxy=(483,623,504,633)
ad-name: MOATE xyxy=(428,954,535,988)
watch-seal-icon xyxy=(717,666,803,752)
ad-text: ON THE xyxy=(885,91,918,101)
column-rule xyxy=(690,14,691,1476)
ad-subtitle: NEAR THE ROYAL HOTEL, THE SQUARE. xyxy=(980,1189,1107,1208)
ad-subtitle: PROGRAMME FOR THE DAY. xyxy=(836,231,967,242)
